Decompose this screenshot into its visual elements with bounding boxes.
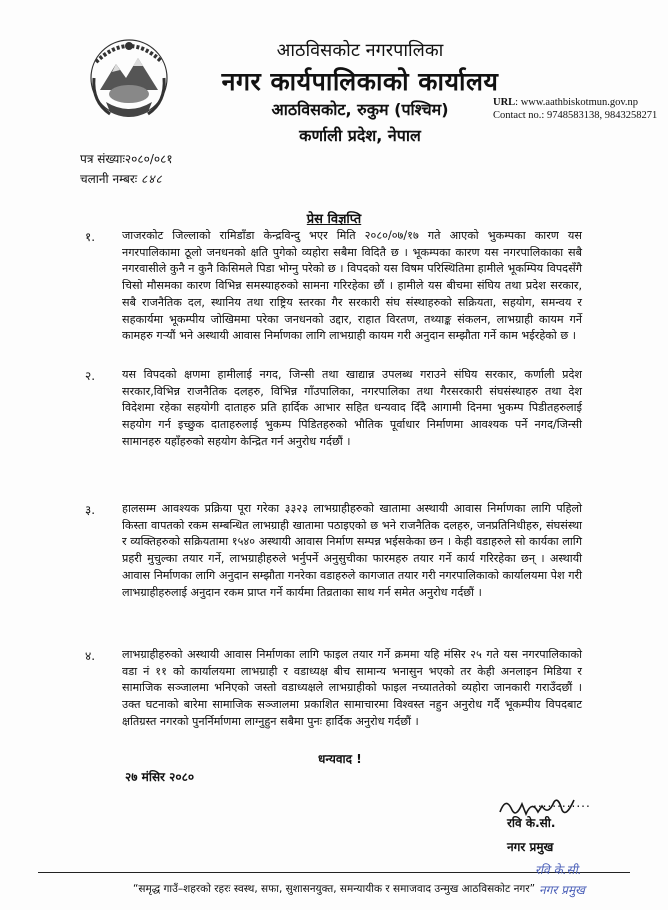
header-province: कर्णाली प्रदेश, नेपाल xyxy=(299,126,421,145)
header-municipality-name: आठविसकोट नगरपालिका xyxy=(276,40,444,61)
paragraph-text: यस विपदको क्षणमा हामीलाई नगद, जिन्सी तथा खाद्यान्न उपलब्ध गराउने संघिय सरकार, कर्णाली प्रदेश सरकार,विभिन्न राजनैतिक दलहरु, विभिन्न गाँउपालिका, नगरपालिका तथा गैरसरकारी संघसंस्थाहरु तथा देश विदेशमा रहेका सहयोगी दाताहरु प्रति हार्दिक आभार सहित धन्यवाद दिँदै आगामी दिनमा भुकम्प पिडीतहरुलाई सहयोग गर्न इच्छुक दाताहरुलाई भुकम्प पिडितहरुको भौतिक पूर्वाधार निर्माणमा आवश्यक पर्ने नगद/जिन्सी सामानहरु यहाँहरुको सहयोग केन्द्रित गर्न अनुरोध गर्दछौं । xyxy=(122,368,582,448)
paragraph-number: १. xyxy=(85,230,96,244)
phone-line: Contact no.: 9748583138, 9843258271 xyxy=(493,110,658,121)
paragraph-number: ३. xyxy=(85,503,96,517)
url-text: : www.aathbiskotmun.gov.np xyxy=(515,97,639,108)
letter-number-label: पत्र संख्याः xyxy=(80,152,125,166)
signatory-title: नगर प्रमुख xyxy=(507,840,554,854)
paragraph-2 xyxy=(85,367,582,451)
document-title: प्रेस विज्ञप्ति xyxy=(306,212,362,227)
letter-date: २७ मंसिर २०८० xyxy=(125,770,195,784)
url-line[interactable] xyxy=(493,96,657,109)
signatory-name: रवि के.सी. xyxy=(507,816,556,830)
dispatch-number xyxy=(80,170,163,187)
dispatch-number-value: ८४८ xyxy=(141,172,163,186)
paragraph-4 xyxy=(85,647,582,731)
letter-number-value: २०८०/०८१ xyxy=(124,152,173,166)
paragraph-text: लाभग्राहीहरुको अस्थायी आवास निर्माणका लागि फाइल तयार गर्ने क्रममा यहि मंसिर २५ गते यस नगरपालिकाको वडा नं ११ को कार्यालयमा लाभग्राही र वडाध्यक्ष बीच सामान्य भनासुन भएको तर केही अनलाइन मिडिया र सामाजिक सञ्जालमा भनिएको जस्तो वडाध्यक्षले लाभग्राहीको फाइल नच्याततेको व्यहोरा जानकारी गराउँदछौं । उक्त घटनाको बारेमा सामाजिक सञ्जालमा प्रकाशित सामाचारमा विश्वस्त नहुन अनुरोध गर्दै भूकम्पीय विपदबाट क्षतिग्रस्त नगरको पुनर्निर्माणमा लाग्नुहुन सबैमा पुनः हार्दिक अनुरोध गर्दछौं । xyxy=(122,648,582,728)
paragraph-number: २. xyxy=(85,369,96,383)
paragraph-text: हालसम्म आवश्यक प्रक्रिया पूरा गरेका ३३२३ लाभग्राहीहरुको खातामा अस्थायी आवास निर्माणका लागि पहिलो किस्ता वापतको रकम सम्बन्धित लाभग्राही खातामा पठाइएको छ भने राजनैतिक दलहरु, जनप्रतिनिधीहरु, संघसंस्था र व्यक्तिहरुको सक्रियतामा १५४० अस्थायी आवास निर्माण सम्पन्न भईसकेका छन । केही वडाहरुले सो कार्यका लागि प्रहरी मुचुल्का तयार गर्ने, लाभग्राहीहरुले भर्नुपर्ने अनुसुचीका फारमहरु तयार गर्ने कार्य गरिरहेका छन् । अस्थायी आवास निर्माणका लागि अनुदान सम्झौता गनरेका वडाहरुले कागजात तयार गरी नगरपालिकाको कार्यालयमा पेश गरी लाभग्राहीहरुलाई अनुदान रकम प्राप्त गर्ने कार्यमा तिव्रताका साथ गर्न समेत अनुरोध गर्दछौं । xyxy=(122,502,582,599)
dispatch-number-label: चलानी नम्बरः xyxy=(80,172,138,186)
footer-slogan: “समृद्ध गाउँ–शहरको रहरः स्वस्थ, सफा, सुशासनयुक्त, समन्यायीक र समाजवाद उन्मुख आठविसकोट नगर” xyxy=(132,883,536,895)
header-office-name: नगर कार्यपालिकाको कार्यालय xyxy=(221,67,499,96)
paragraph-number: ४. xyxy=(85,649,96,663)
paragraph-text: जाजरकोट जिल्लाको रामिडाँडा केन्द्रविन्दु भएर मिति २०८०/०७/१७ गते आएको भुकम्पका कारण यस नगरपालिकामा ठूलो जनधनको क्षति पुगेको व्यहोरा सबैमा विदितै छ । भूकम्पका कारण यस नगरपालिकाका सबै नगरवासीले कुनै न कुनै किसिमले पिडा भोग्नु परेको छ । विपदको यस विषम परिस्थितिमा हामीले भूकम्पिय विपदसँगै चिसो मौसमका कारण विभिन्न समस्याहरुको सामना गरिरहेका छौं । हामीले यस बीचमा संघिय तथा प्रदेश सरकार, सबै राजनैतिक दल, स्थानिय तथा राष्ट्रिय स्तरका गैर सरकारी संघ संस्थाहरुको सक्रियता, सहयोग, समन्वय र सहकार्यमा भूकम्पीय जोखिममा परेका जनधनको उद्दार, राहात विरतण, तथ्याङ्क संकलन, लाभग्राही कायम गर्ने कामहरु गर्‍यौं भने अस्थायी आवास निर्माणका लागि लाभग्राही कायम गरी अनुदान सम्झौता गर्ने काम भईरहेको छ । xyxy=(122,229,582,343)
paragraph-3 xyxy=(85,501,582,601)
stamp-name: रवि के.सी. xyxy=(535,863,582,877)
paragraph-1 xyxy=(85,228,582,345)
header-address: आठविसकोट, रुकुम (पश्चिम) xyxy=(271,100,449,119)
official-stamp xyxy=(525,858,625,902)
thanks-text: धन्यवाद ! xyxy=(318,752,362,766)
url-label: URL xyxy=(493,97,516,108)
signature-dots: ............ xyxy=(533,796,591,810)
stamp-title: नगर प्रमुख xyxy=(539,883,585,897)
contact-block xyxy=(493,96,657,122)
letter-number xyxy=(80,150,173,167)
